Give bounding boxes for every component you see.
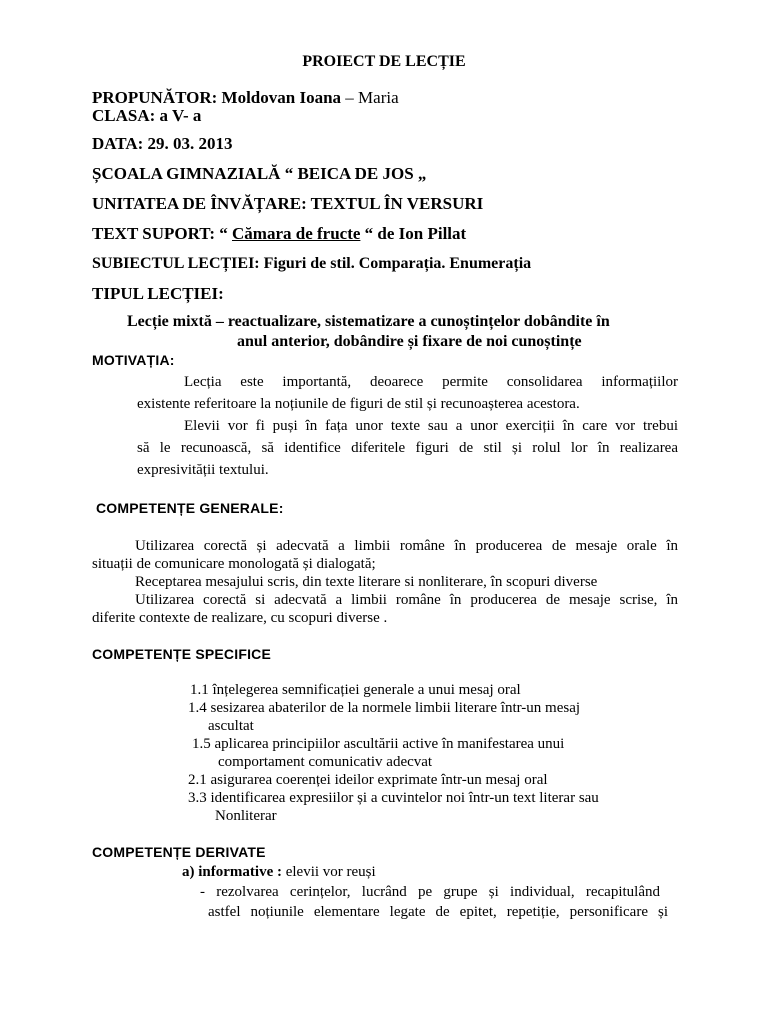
text-suport-suffix: “ de Ion Pillat: [360, 224, 467, 243]
motivatia-heading: MOTIVAȚIA:: [92, 352, 175, 368]
cg-item-3: Receptarea mesajului scris, din texte literare si nonliterare, în scopuri diverse: [135, 574, 598, 590]
clasa-line: CLASA: a V- a: [92, 106, 202, 125]
cg-item-4: Utilizarea corectă si adecvată a limbii române în producerea de mesaje scrise, în: [135, 592, 678, 608]
cs-item-1-1: 1.1 înțelegerea semnificației generale a unui mesaj oral: [190, 682, 521, 698]
cd-sub-a: [182, 862, 376, 882]
motivatia-p1-line2: existente referitoare la noțiunile de figuri de stil și recunoașterea acestora.: [137, 396, 580, 412]
propunator-label: PROPUNĂTOR: Moldovan Ioana: [92, 88, 342, 107]
cs-item-1-4: 1.4 sesizarea abaterilor de la normele limbii literare într-un mesaj: [188, 700, 581, 716]
cg-item-2: situații de comunicare monologată și dialogată;: [92, 556, 376, 572]
competente-derivate-heading: COMPETENȚE DERIVATE: [92, 844, 266, 860]
cd-item-1-line1: - rezolvarea cerințelor, lucrând pe grupe și individual, recapitulând: [200, 884, 660, 900]
document-title: PROIECT DE LECȚIE: [302, 53, 466, 70]
unitatea-line: UNITATEA DE ÎNVĂȚARE: TEXTUL ÎN VERSURI: [92, 194, 484, 213]
motivatia-p2-line1: Elevii vor fi puși în fața unor texte sau a unor exerciții în care vor trebui: [184, 418, 678, 434]
cs-item-3-3-cont: Nonliterar: [215, 808, 277, 824]
text-suport-title: Cămara de fructe: [232, 224, 361, 243]
cd-sub-a-rest: elevii vor reuși: [281, 864, 376, 880]
subiectul-line: SUBIECTUL LECȚIEI: Figuri de stil. Comparația. Enumerația: [92, 255, 532, 272]
scoala-line: ȘCOALA GIMNAZIALĂ “ BEICA DE JOS „: [92, 164, 427, 183]
cg-item-1: Utilizarea corectă și adecvată a limbii române în producerea de mesaje orale în: [135, 538, 678, 554]
cd-item-1-line2: astfel noțiunile elementare legate de epitet, repetiție, personificare și: [208, 904, 668, 920]
tipul-line: TIPUL LECȚIEI:: [92, 284, 224, 303]
competente-specifice-heading: COMPETENȚE SPECIFICE: [92, 646, 272, 662]
cs-item-1-4-cont: ascultat: [208, 718, 254, 734]
cs-item-2-1: 2.1 asigurarea coerenței ideilor exprimate într-un mesaj oral: [188, 772, 548, 788]
lesson-type-line2: anul anterior, dobândire și fixare de noi cunoștințe: [237, 333, 582, 350]
motivatia-p2-line2: să le recunoască, să identifice diferitele figuri de stil și rolul lor în realizarea: [137, 440, 678, 456]
propunator-suffix: – Maria: [341, 88, 399, 107]
data-line: DATA: 29. 03. 2013: [92, 134, 233, 153]
propunator-line: [92, 88, 399, 108]
text-suport-prefix: TEXT SUPORT: “: [92, 224, 232, 243]
text-suport-line: [92, 224, 466, 244]
motivatia-p2-line3: expresivității textului.: [137, 462, 269, 478]
cs-item-1-5-cont: comportament comunicativ adecvat: [218, 754, 433, 770]
competente-generale-heading: COMPETENȚE GENERALE:: [96, 500, 284, 516]
cg-item-5: diferite contexte de realizare, cu scopuri diverse .: [92, 610, 388, 626]
lesson-type-line1: Lecție mixtă – reactualizare, sistematizare a cunoștințelor dobândite în: [127, 313, 610, 330]
cd-sub-a-label: a) informative :: [182, 864, 282, 880]
motivatia-p1-line1: Lecția este importantă, deoarece permite consolidarea informațiilor: [184, 374, 678, 390]
cs-item-3-3: 3.3 identificarea expresiilor și a cuvintelor noi într-un text literar sau: [188, 790, 599, 806]
cs-item-1-5: 1.5 aplicarea principiilor ascultării active în manifestarea unui: [192, 736, 565, 752]
